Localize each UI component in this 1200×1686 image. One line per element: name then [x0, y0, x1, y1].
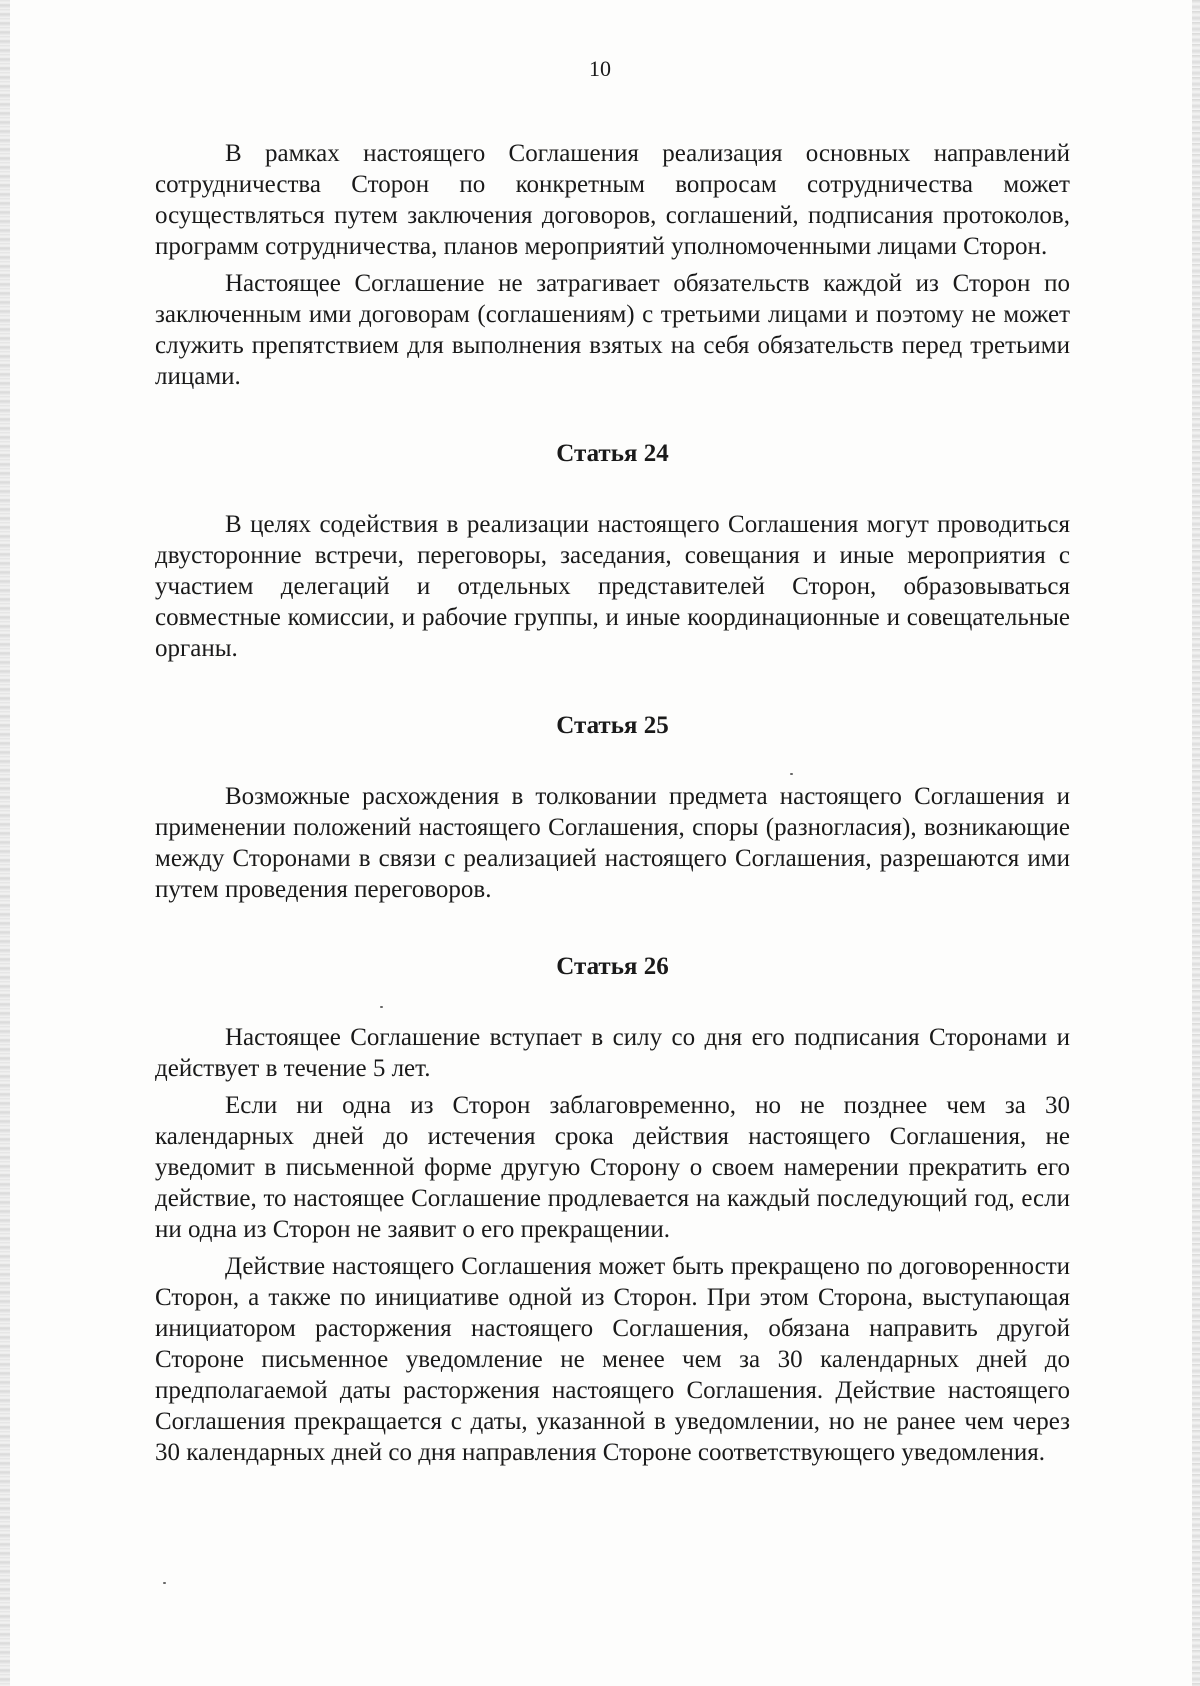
paragraph: Действие настоящего Соглашения может быть прекращено по договоренности Сторон, а также по инициативе одной из Сторон. При этом Сторона, выступающая инициатором расторжения настоящего Соглашения, обязана направить другой Стороне письменное уведомление не менее чем за 30 календарных дней до предполагаемой даты расторжения настоящего Соглашения. Действие настоящего Соглашения прекращается с даты, указанной в уведомлении, но не ранее чем через 30 календарных дней со дня направления Стороне соответствующего уведомления. — [155, 1253, 1070, 1466]
scan-edge-right — [1192, 0, 1200, 1686]
scan-edge-left — [0, 0, 10, 1686]
section-article-26 — [155, 951, 1070, 1468]
paragraph: Настоящее Соглашение не затрагивает обязательств каждой из Сторон по заключенным ими договорам (соглашениям) с третьими лицами и поэтому не может служить препятствием для выполнения взятых на себя обязательств перед третьими лицами. — [155, 270, 1070, 390]
section-article-25 — [155, 710, 1070, 905]
article-heading: Статья 24 — [556, 440, 669, 467]
paragraph: Настоящее Соглашение вступает в силу со дня его подписания Сторонами и действует в течение 5 лет. — [155, 1024, 1070, 1082]
scan-speck — [380, 1006, 383, 1008]
article-heading: Статья 26 — [556, 953, 669, 980]
section-article-24 — [155, 438, 1070, 664]
page-number: 10 — [589, 56, 611, 81]
paragraph: Если ни одна из Сторон заблаговременно, но не позднее чем за 30 календарных дней до истечения срока действия настоящего Соглашения, не уведомит в письменной форме другую Сторону о своем намерении прекратить его действие, то настоящее Соглашение продлевается на каждый последующий год, если ни одна из Сторон не заявит о его прекращении. — [155, 1092, 1070, 1243]
section-intro — [155, 138, 1070, 392]
scan-speck — [163, 1582, 166, 1584]
paragraph: В целях содействия в реализации настоящего Соглашения могут проводиться двусторонние встречи, переговоры, заседания, совещания и иные мероприятия с участием делегаций и отдельных представителей Сторон, образовываться совместные комиссии, и рабочие группы, и иные координационные и совещательные органы. — [155, 511, 1070, 662]
paragraph: Возможные расхождения в толковании предмета настоящего Соглашения и применении положений настоящего Соглашения, споры (разногласия), возникающие между Сторонами в связи с реализацией настоящего Соглашения, разрешаются ими путем проведения переговоров. — [155, 783, 1070, 903]
article-heading: Статья 25 — [556, 712, 669, 739]
scan-speck — [790, 773, 793, 775]
document-body — [155, 138, 1070, 1474]
paragraph: В рамках настоящего Соглашения реализация основных направлений сотрудничества Сторон по конкретным вопросам сотрудничества может осуществляться путем заключения договоров, соглашений, подписания протоколов, программ сотрудничества, планов мероприятий уполномоченными лицами Сторон. — [155, 140, 1070, 260]
